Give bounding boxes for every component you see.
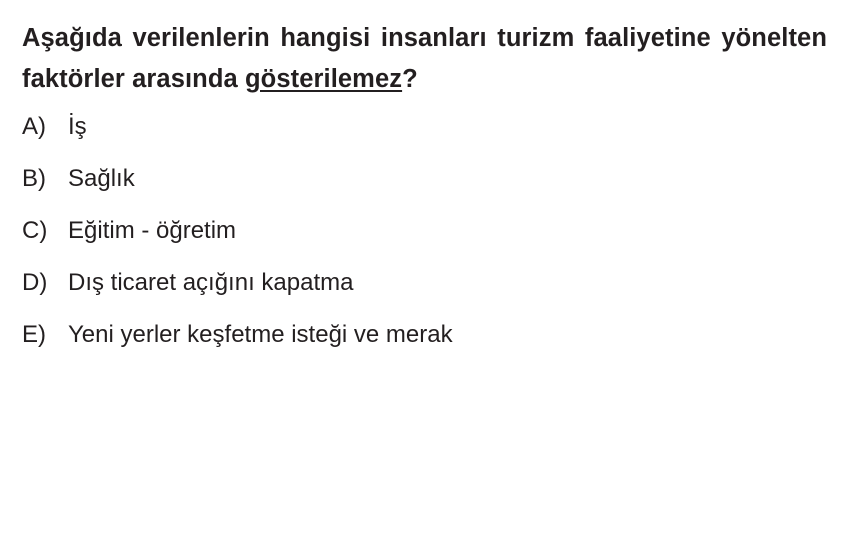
question-trail: ? <box>402 65 418 94</box>
option-b-letter: B) <box>22 164 46 192</box>
option-d[interactable] <box>22 268 825 296</box>
option-e-text: Yeni yerler keşfetme isteği ve merak <box>68 320 453 348</box>
question-text <box>22 18 827 101</box>
option-a[interactable] <box>22 112 825 140</box>
option-b-text: Sağlık <box>68 164 135 192</box>
option-e-letter: E) <box>22 320 46 348</box>
question-negation: gösterilemez <box>245 65 403 94</box>
option-b[interactable] <box>22 164 825 192</box>
option-c-text: Eğitim - öğretim <box>68 216 237 244</box>
option-d-letter: D) <box>22 268 48 296</box>
option-e[interactable] <box>22 320 825 348</box>
option-d-text: Dış ticaret açığını kapatma <box>68 268 354 296</box>
option-c-letter: C) <box>22 216 48 244</box>
option-a-letter: A) <box>22 112 46 140</box>
question-lead: Aşağıda verilenlerin hangisi insanları turizm faaliyetine yönelten faktörler arasında <box>22 24 827 94</box>
option-c[interactable] <box>22 216 825 244</box>
option-a-text: İş <box>68 112 87 140</box>
options-list <box>22 112 825 348</box>
